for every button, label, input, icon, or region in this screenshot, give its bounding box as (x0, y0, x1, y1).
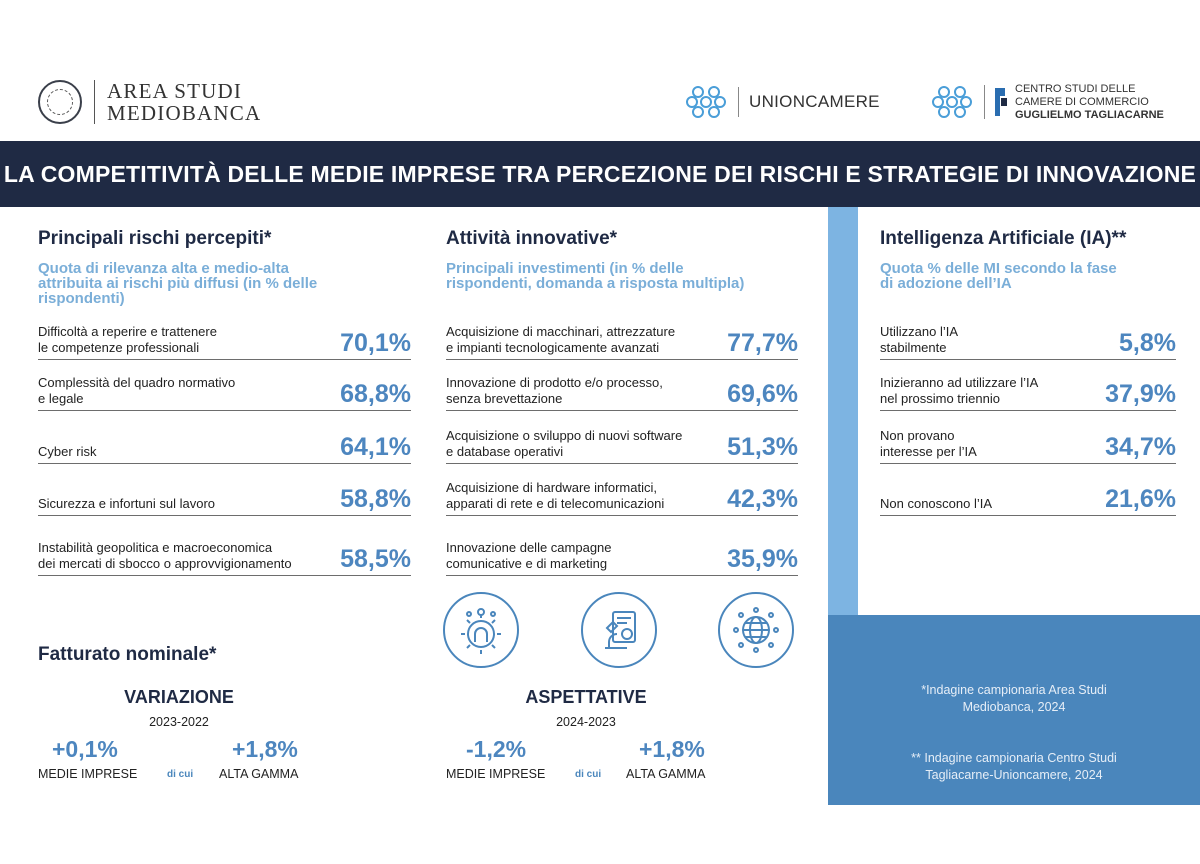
label-line1: Innovazione di prodotto e/o processo, (446, 375, 663, 390)
ia-heading: Intelligenza Artificiale (IA)** (880, 228, 1127, 249)
label-line1: Innovazione delle campagne (446, 540, 612, 555)
note2-line2: Tagliacarne-Unioncamere, 2024 (925, 768, 1103, 782)
label-line1: Instabilità geopolitica e macroeconomica (38, 540, 273, 555)
variazione-period: 2023-2022 (149, 715, 209, 729)
ia-row (880, 369, 1176, 411)
label-line1: Non provano (880, 428, 955, 443)
label-line2: apparati di rete e di telecomunicazioni (446, 496, 665, 511)
aspettative-period: 2024-2023 (556, 715, 616, 729)
rischi-row (38, 369, 411, 411)
innovative-subtitle-line2: rispondenti, domanda a risposta multipla) (446, 275, 745, 292)
ia-subtitle (880, 261, 1117, 291)
rischi-row-value: 64,1% (340, 433, 411, 461)
ia-subtitle-line2: di adozione dell’IA (880, 275, 1012, 292)
variazione-medie-label: MEDIE IMPRESE (38, 767, 138, 781)
unioncamere-flower-icon (930, 80, 974, 124)
rischi-row-label (38, 540, 292, 572)
fatturato-heading: Fatturato nominale* (38, 644, 217, 665)
label-line2: e impianti tecnologicamente avanzati (446, 340, 660, 355)
unioncamere-flower-icon (684, 80, 728, 124)
logo-divider (738, 87, 739, 117)
mediobanca-logo-line2: MEDIOBANCA (107, 101, 262, 125)
ia-subtitle-line1: Quota % delle MI secondo la fase (880, 260, 1117, 277)
tagliacarne-logo (930, 80, 1164, 124)
aspettative-alta-value: +1,8% (639, 736, 705, 762)
microscope-report-icon (581, 592, 657, 668)
label-line1: Acquisizione o sviluppo di nuovi software (446, 428, 683, 443)
innovative-row-value: 69,6% (727, 380, 798, 408)
gear-head-icon (443, 592, 519, 668)
aspettative-dicui: di cui (575, 769, 602, 780)
rischi-row-label (38, 324, 217, 356)
tagliacarne-line3: GUGLIELMO TAGLIACARNE (1015, 108, 1164, 121)
mediobanca-logo (38, 76, 261, 128)
label-line1: Complessità del quadro normativo (38, 375, 236, 390)
microscope-report-icon-glyph (593, 604, 645, 656)
label-line1: Acquisizione di macchinari, attrezzature (446, 324, 676, 339)
label-line2: dei mercati di sbocco o approvvigionamento (38, 556, 292, 571)
aspettative-medie-value: -1,2% (466, 736, 527, 762)
label-line1: Sicurezza e infortuni sul lavoro (38, 496, 216, 511)
ia-row-label (880, 375, 1038, 407)
rischi-heading: Principali rischi percepiti* (38, 228, 272, 249)
rischi-row-value: 68,8% (340, 380, 411, 408)
rischi-subtitle-line3: rispondenti) (38, 290, 125, 307)
label-line2: comunicative e di marketing (446, 556, 608, 571)
rischi-subtitle (38, 261, 317, 306)
rischi-row-label (38, 496, 215, 512)
unioncamere-logo (684, 80, 880, 124)
innovative-heading: Attività innovative* (446, 228, 618, 249)
innovative-row-value: 42,3% (727, 485, 798, 513)
globe-network-icon-glyph (730, 604, 782, 656)
ia-row-value: 37,9% (1105, 380, 1176, 408)
rischi-subtitle-line1: Quota di rilevanza alta e medio-alta (38, 260, 289, 277)
ia-row (880, 472, 1176, 516)
tagliacarne-line1: CENTRO STUDI DELLE (1015, 82, 1136, 95)
label-line2: e legale (38, 391, 84, 406)
tagliacarne-logo-text (1015, 83, 1164, 122)
tagliacarne-line2: CAMERE DI COMMERCIO (1015, 95, 1149, 108)
rischi-row-label (38, 375, 235, 407)
title-band (0, 141, 1200, 207)
label-line2: senza brevettazione (446, 391, 563, 406)
innovative-row (446, 530, 798, 576)
label-line1: Acquisizione di hardware informatici, (446, 480, 657, 495)
note-mediobanca (828, 682, 1200, 716)
variazione-alta-label: ALTA GAMMA (219, 767, 299, 781)
innovative-row-label (446, 375, 663, 407)
ia-row-label (880, 428, 977, 460)
innovative-subtitle (446, 261, 744, 291)
aspettative-alta-label: ALTA GAMMA (626, 767, 706, 781)
unioncamere-logo-text: UNIONCAMERE (749, 92, 880, 111)
rischi-row-value: 70,1% (340, 329, 411, 357)
ia-row-value: 5,8% (1119, 329, 1176, 357)
rischi-row (38, 318, 411, 360)
variazione-title: VARIAZIONE (124, 687, 234, 707)
label-line2: stabilmente (880, 340, 947, 355)
innovative-subtitle-line1: Principali investimenti (in % delle (446, 260, 684, 277)
label-line2: e database operativi (446, 444, 564, 459)
innovative-row (446, 369, 798, 411)
gear-head-icon-glyph (455, 604, 507, 656)
globe-network-icon (718, 592, 794, 668)
label-line1: Non conoscono l’IA (880, 496, 993, 511)
innovative-row-label (446, 480, 664, 512)
rischi-row (38, 530, 411, 576)
innovative-row (446, 318, 798, 360)
ia-row (880, 318, 1176, 360)
variazione-dicui: di cui (167, 769, 194, 780)
label-line1: Cyber risk (38, 444, 97, 459)
ia-row-label (880, 324, 958, 356)
note1-line2: Mediobanca, 2024 (962, 700, 1066, 714)
ia-row-label (880, 496, 992, 512)
innovative-row (446, 420, 798, 464)
tagliacarne-mark-icon (991, 84, 1009, 120)
label-line2: nel prossimo triennio (880, 391, 1000, 406)
aspettative-title: ASPETTATIVE (525, 687, 647, 707)
aspettative-medie-label: MEDIE IMPRESE (446, 767, 546, 781)
innovative-row-label (446, 428, 682, 460)
innovative-row-label (446, 540, 612, 572)
innovative-row-label (446, 324, 675, 356)
logo-divider (94, 80, 95, 124)
ia-row-value: 21,6% (1105, 485, 1176, 513)
innovative-row-value: 35,9% (727, 545, 798, 573)
innovative-row (446, 472, 798, 516)
mediobanca-logo-line1: AREA STUDI (107, 79, 243, 103)
variazione-alta-value: +1,8% (232, 736, 298, 762)
rischi-row-value: 58,8% (340, 485, 411, 513)
label-line1: Utilizzano l’IA (880, 324, 959, 339)
ia-row (880, 420, 1176, 464)
right-accent-bar (828, 207, 858, 615)
note-tagliacarne (828, 750, 1200, 784)
label-line1: Inizieranno ad utilizzare l’IA (880, 375, 1039, 390)
note1-line1: *Indagine campionaria Area Studi (921, 683, 1107, 697)
rischi-row (38, 420, 411, 464)
mediobanca-seal-icon (38, 80, 82, 124)
variazione-medie-value: +0,1% (52, 736, 118, 762)
rischi-row (38, 472, 411, 516)
note2-line1: ** Indagine campionaria Centro Studi (911, 751, 1117, 765)
page-title: LA COMPETITIVITÀ DELLE MEDIE IMPRESE TRA PERCEZIONE DEI RISCHI E STRATEGIE DI INNOVAZIONE (3, 160, 1197, 187)
rischi-row-label (38, 444, 97, 460)
innovative-row-value: 77,7% (727, 329, 798, 357)
label-line1: Difficoltà a reperire e trattenere (38, 324, 217, 339)
logo-divider (984, 85, 985, 119)
innovative-row-value: 51,3% (727, 433, 798, 461)
rischi-row-value: 58,5% (340, 545, 411, 573)
label-line2: le competenze professionali (38, 340, 200, 355)
label-line2: interesse per l’IA (880, 444, 977, 459)
rischi-subtitle-line2: attribuita ai rischi più diffusi (in % delle (38, 275, 318, 292)
mediobanca-logo-text (107, 80, 261, 124)
ia-row-value: 34,7% (1105, 433, 1176, 461)
